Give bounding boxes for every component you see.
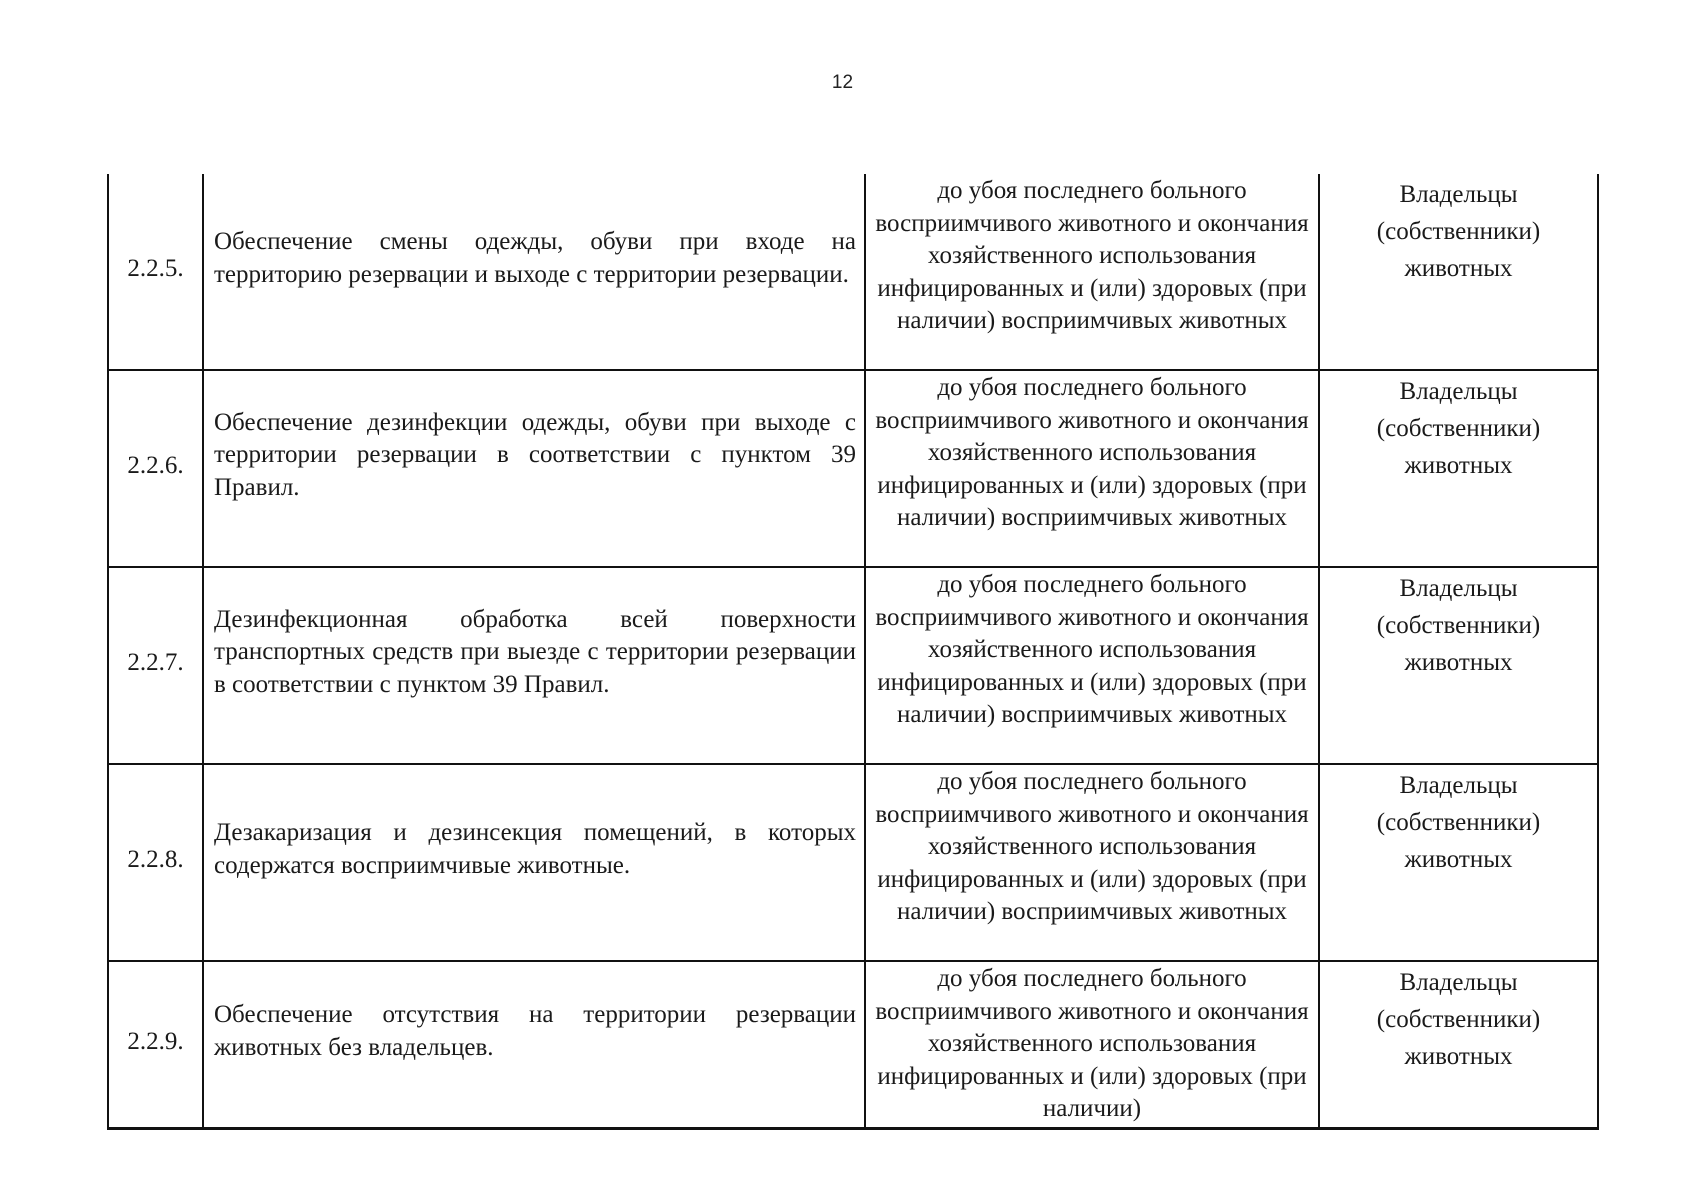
row-term: до убоя последнего больного восприимчивого животного и окончания хозяйственного использования инфицированных и (или) здоровых (при наличии) [875, 965, 1309, 1122]
description-cell [203, 174, 865, 370]
row-term: до убоя последнего больного восприимчивого животного и окончания хозяйственного использования инфицированных и (или) здоровых (при наличии) восприимчивых животных [875, 768, 1309, 925]
responsible-cell [1319, 961, 1598, 1129]
row-number: 2.2.9. [127, 1028, 184, 1056]
responsible-cell [1319, 567, 1598, 764]
term-cell [865, 174, 1319, 370]
table-row [108, 961, 1598, 1129]
row-term: до убоя последнего больного восприимчивого животного и окончания хозяйственного использования инфицированных и (или) здоровых (при наличии) восприимчивых животных [875, 374, 1309, 531]
responsible-cell [1319, 764, 1598, 961]
table-row [108, 764, 1598, 961]
row-number-cell [108, 961, 203, 1129]
term-cell [865, 961, 1319, 1129]
table-row [108, 370, 1598, 567]
measures-table [107, 174, 1599, 1130]
row-number: 2.2.8. [127, 846, 184, 874]
row-responsible: Владельцы (собственники) животных [1376, 378, 1541, 479]
description-cell [203, 370, 865, 567]
row-term: до убоя последнего больного восприимчивого животного и окончания хозяйственного использования инфицированных и (или) здоровых (при наличии) восприимчивых животных [875, 177, 1309, 334]
responsible-cell [1319, 174, 1598, 370]
row-description: Дезакаризация и дезинсекция помещений, в которых содержатся восприимчивые животные. [214, 819, 856, 879]
row-number-cell [108, 370, 203, 567]
row-description: Дезинфекционная обработка всей поверхности транспортных средств при выезде с территории резервации в соответствии с пунктом 39 Правил. [214, 605, 856, 698]
page-number: 12 [831, 72, 854, 93]
row-term: до убоя последнего больного восприимчивого животного и окончания хозяйственного использования инфицированных и (или) здоровых (при наличии) восприимчивых животных [875, 571, 1309, 728]
table-row [108, 567, 1598, 764]
row-number: 2.2.5. [127, 255, 184, 283]
description-cell [203, 961, 865, 1129]
row-number: 2.2.6. [127, 452, 184, 480]
row-number-cell [108, 764, 203, 961]
row-description: Обеспечение отсутствия на территории резервации животных без владельцев. [214, 1001, 856, 1061]
description-cell [203, 567, 865, 764]
row-description: Обеспечение смены одежды, обуви при входе на территорию резервации и выходе с территории резервации. [214, 228, 856, 288]
description-cell [203, 764, 865, 961]
row-responsible: Владельцы (собственники) животных [1376, 575, 1541, 676]
term-cell [865, 764, 1319, 961]
row-number-cell [108, 174, 203, 370]
table-row [108, 174, 1598, 370]
row-number-cell [108, 567, 203, 764]
row-responsible: Владельцы (собственники) животных [1376, 181, 1541, 282]
row-responsible: Владельцы (собственники) животных [1376, 772, 1541, 873]
term-cell [865, 370, 1319, 567]
term-cell [865, 567, 1319, 764]
row-number: 2.2.7. [127, 649, 184, 677]
row-responsible: Владельцы (собственники) животных [1376, 969, 1541, 1070]
responsible-cell [1319, 370, 1598, 567]
row-description: Обеспечение дезинфекции одежды, обуви при выходе с территории резервации в соответствии с пунктом 39 Правил. [214, 408, 856, 501]
